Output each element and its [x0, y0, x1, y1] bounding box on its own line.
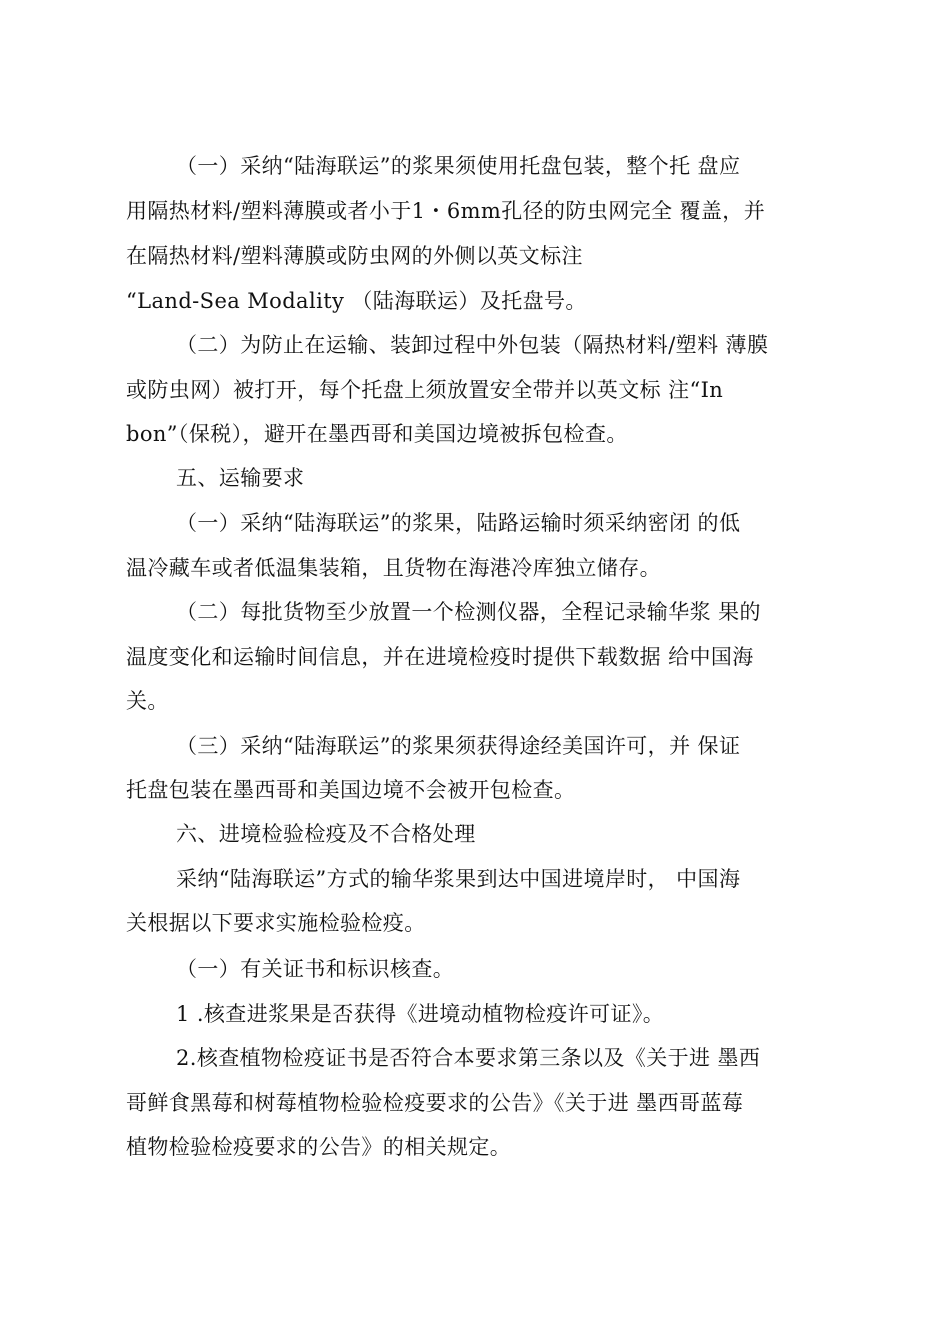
subheading-certificates: （一）有关证书和标识核查。: [176, 957, 455, 981]
paragraph-3-line-2: 温冷藏车或者低温集装箱，且货物在海港冷库独立储存。: [126, 556, 661, 580]
paragraph-1-line-4: “Land-Sea Modality （陆海联运）及托盘号。: [126, 289, 587, 313]
paragraph-2-line-1: （二）为防止在运输、装卸过程中外包装（隔热材料/塑料 薄膜: [176, 333, 769, 357]
section-heading-inspection: 六、进境检验检疫及不合格处理: [176, 822, 476, 846]
paragraph-5-line-2: 托盘包装在墨西哥和美国边境不会被开包检查。: [126, 778, 576, 802]
item-2-line-1: 2.核查植物检疫证书是否符合本要求第三条以及《关于进 墨西: [176, 1046, 761, 1070]
item-2-line-3: 植物检验检疫要求的公告》的相关规定。: [126, 1135, 512, 1159]
paragraph-2-line-2: 或防虫网）被打开，每个托盘上须放置安全带并以英文标 注“In: [126, 378, 724, 402]
paragraph-6-line-2: 关根据以下要求实施检验检疫。: [126, 911, 426, 935]
paragraph-2-line-3: bon”（保税），避开在墨西哥和美国边境被拆包检查。: [126, 422, 628, 446]
paragraph-1-line-2: 用隔热材料/塑料薄膜或者小于1・6mm孔径的防虫网完全 覆盖，并: [126, 199, 766, 223]
paragraph-1-line-1: （一）采纳“陆海联运”的浆果须使用托盘包装，整个托 盘应: [176, 154, 741, 178]
paragraph-4-line-1: （二）每批货物至少放置一个检测仪器，全程记录输华浆 果的: [176, 600, 761, 624]
section-heading-transport: 五、运输要求: [176, 466, 305, 490]
paragraph-6-line-1: 采纳“陆海联运”方式的输华浆果到达中国进境岸时， 中国海: [176, 867, 741, 891]
paragraph-3-line-1: （一）采纳“陆海联运”的浆果，陆路运输时须采纳密闭 的低: [176, 511, 741, 535]
paragraph-4-line-3: 关。: [126, 689, 169, 713]
paragraph-5-line-1: （三）采纳“陆海联运”的浆果须获得途经美国许可，并 保证: [176, 734, 741, 758]
item-2-line-2: 哥鲜食黑莓和树莓植物检验检疫要求的公告》《关于进 墨西哥蓝莓: [126, 1091, 744, 1115]
item-1: 1 .核查进浆果是否获得《进境动植物检疫许可证》。: [176, 1002, 665, 1026]
paragraph-4-line-2: 温度变化和运输时间信息，并在进境检疫时提供下载数据 给中国海: [126, 645, 754, 669]
paragraph-1-line-3: 在隔热材料/塑料薄膜或防虫网的外侧以英文标注: [126, 244, 583, 268]
